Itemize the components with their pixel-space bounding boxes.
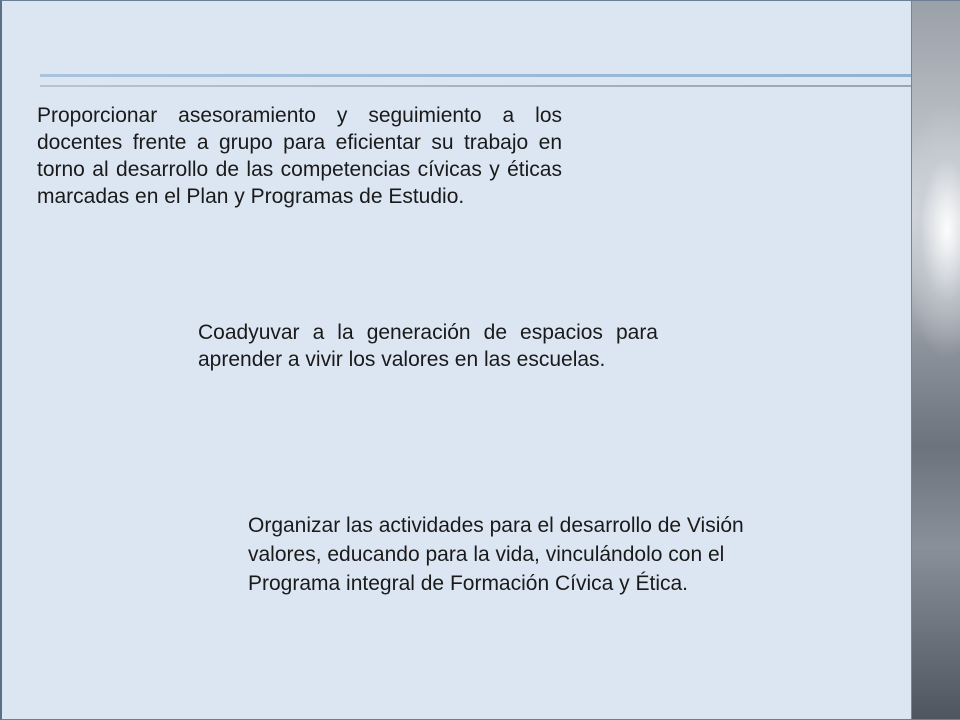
paragraph-organizar-line: valores, educando para la vida, vinculándolo con el <box>248 543 725 566</box>
paragraph-coadyuvar: Coadyuvar a la generación de espacios para aprender a vivir los valores en las escuelas. <box>198 321 658 371</box>
paragraph-organizar-line: Programa integral de Formación Cívica y Ética. <box>248 572 689 595</box>
decorative-side-panel <box>912 0 960 720</box>
paragraph-organizar <box>248 511 888 598</box>
header-rule-blue <box>40 74 912 77</box>
paragraph-asesoramiento: Proporcionar asesoramiento y seguimiento a los docentes frente a grupo para eficientar su trabajo en torno al desarrollo de las competencias cívicas y éticas marcadas en el Plan y Programas de Estudio. <box>37 104 562 208</box>
paragraph-organizar-line: Organizar las actividades para el desarrollo de Visión <box>248 514 744 537</box>
header-rule-gray <box>40 85 912 87</box>
